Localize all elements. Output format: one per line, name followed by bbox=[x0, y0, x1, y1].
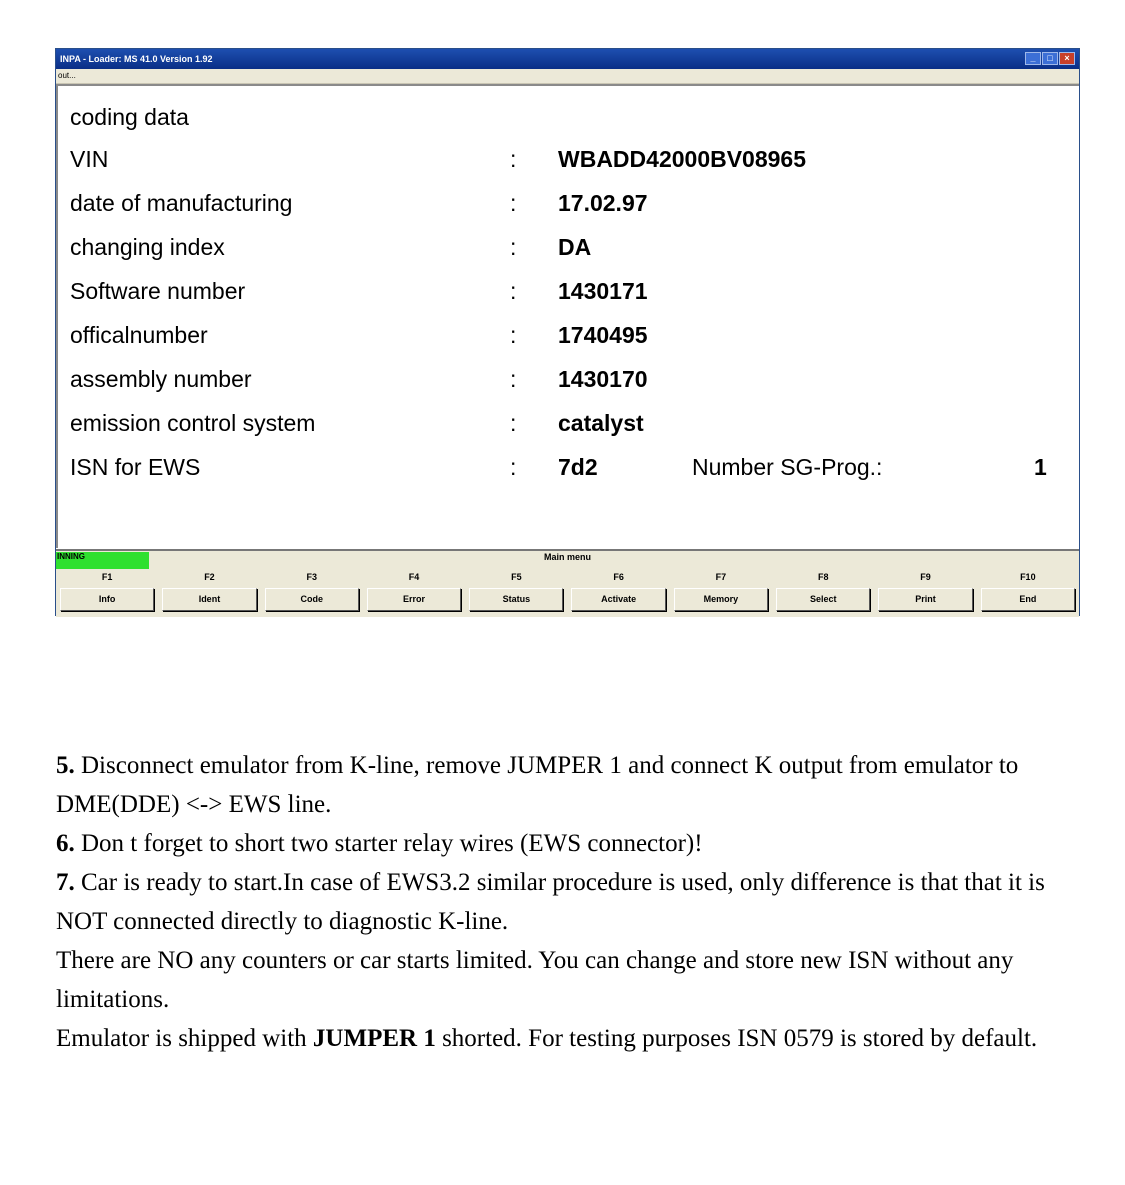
fkey-label: F3 bbox=[306, 572, 317, 582]
fkey-row bbox=[56, 571, 1079, 615]
coding-data-panel bbox=[56, 84, 1079, 548]
menu-item-about[interactable]: out... bbox=[58, 71, 76, 80]
row-colon: : bbox=[510, 366, 517, 392]
row-colon: : bbox=[510, 234, 517, 260]
row-value: 17.02.97 bbox=[558, 190, 648, 216]
row-emission-control-system bbox=[70, 410, 1070, 440]
row-value: catalyst bbox=[558, 410, 644, 436]
row-label: Software number bbox=[70, 278, 246, 304]
shipped-text-a: Emulator is shipped with bbox=[56, 1025, 313, 1052]
step-5 bbox=[56, 746, 1091, 824]
row-value: WBADD42000BV08965 bbox=[558, 146, 807, 172]
fkey-label: F9 bbox=[920, 572, 931, 582]
step-7 bbox=[56, 863, 1091, 941]
select-button[interactable]: Select bbox=[776, 588, 870, 611]
row-label: assembly number bbox=[70, 366, 252, 392]
fkey-label: F4 bbox=[408, 572, 420, 582]
function-key-bar bbox=[56, 549, 1079, 617]
print-button[interactable]: Print bbox=[878, 588, 972, 611]
row-colon: : bbox=[510, 454, 517, 480]
row-isn-for-ews bbox=[70, 454, 1070, 484]
row-value: DA bbox=[558, 234, 592, 260]
title-bar bbox=[56, 49, 1079, 69]
memory-button[interactable]: Memory bbox=[674, 588, 768, 611]
step-number: 5. bbox=[56, 752, 75, 779]
info-button[interactable]: Info bbox=[60, 588, 154, 611]
main-menu-label: Main menu bbox=[543, 552, 591, 562]
fkey-f10 bbox=[977, 571, 1079, 615]
fkey-f3 bbox=[261, 571, 363, 615]
status-indicator: INNING bbox=[56, 552, 149, 569]
fkey-f8 bbox=[772, 571, 874, 615]
fkey-label: F5 bbox=[511, 572, 522, 582]
fkey-label: F1 bbox=[101, 572, 113, 582]
fkey-f5 bbox=[465, 571, 567, 615]
shipped-paragraph bbox=[56, 1019, 1091, 1058]
row-label: officalnumber bbox=[70, 322, 208, 348]
fkey-f7 bbox=[670, 571, 772, 615]
row-label: emission control system bbox=[70, 410, 316, 436]
window-controls bbox=[1025, 52, 1075, 65]
fkey-label: F7 bbox=[715, 572, 727, 582]
row-value: 1430170 bbox=[558, 366, 648, 392]
row-colon: : bbox=[510, 146, 517, 172]
number-sg-prog-label: Number SG-Prog.: bbox=[692, 454, 883, 480]
row-label: changing index bbox=[70, 234, 225, 260]
row-label: VIN bbox=[70, 146, 109, 172]
row-value: 1430171 bbox=[558, 278, 648, 304]
menu-bar bbox=[56, 69, 1079, 84]
counters-paragraph: There are NO any counters or car starts limited. You can change and store new ISN without any limitations. bbox=[56, 947, 1014, 1013]
shipped-text-b: shorted. For testing purposes ISN 0579 is stored by default. bbox=[435, 1025, 1038, 1052]
row-label: ISN for EWS bbox=[70, 454, 201, 480]
fkey-label: F10 bbox=[1020, 572, 1036, 582]
step-number: 6. bbox=[56, 830, 75, 857]
fkey-label: F2 bbox=[204, 572, 215, 582]
row-assembly-number bbox=[70, 366, 1070, 396]
status-button[interactable]: Status bbox=[469, 588, 563, 611]
step-text: Car is ready to start.In case of EWS3.2 similar procedure is used, only difference is that that it is NOT connected directly to diagnostic K-line. bbox=[56, 869, 1045, 935]
maximize-icon[interactable]: □ bbox=[1042, 52, 1058, 65]
row-colon: : bbox=[510, 278, 517, 304]
step-6 bbox=[56, 824, 1091, 863]
row-changing-index bbox=[70, 234, 1070, 264]
fkey-f9 bbox=[874, 571, 976, 615]
instructions-text bbox=[56, 746, 1091, 1058]
close-icon[interactable]: × bbox=[1059, 52, 1075, 65]
fkey-label: F6 bbox=[613, 572, 624, 582]
row-date-of-manufacturing bbox=[70, 190, 1070, 220]
activate-button[interactable]: Activate bbox=[571, 588, 665, 611]
coding-data-heading: coding data bbox=[70, 104, 189, 130]
row-colon: : bbox=[510, 322, 517, 348]
jumper-bold: JUMPER 1 bbox=[312, 1025, 436, 1052]
fkey-f1 bbox=[56, 571, 158, 615]
row-label: date of manufacturing bbox=[70, 190, 293, 216]
error-button[interactable]: Error bbox=[367, 588, 461, 611]
fkey-f6 bbox=[567, 571, 669, 615]
minimize-icon[interactable]: _ bbox=[1025, 52, 1041, 65]
row-colon: : bbox=[510, 410, 517, 436]
window-title: INPA - Loader: MS 41.0 Version 1.92 bbox=[60, 54, 213, 64]
fkey-label: F8 bbox=[817, 572, 829, 582]
ident-button[interactable]: Ident bbox=[162, 588, 256, 611]
row-value: 7d2 bbox=[558, 454, 598, 480]
row-colon: : bbox=[510, 190, 517, 216]
fkey-f2 bbox=[158, 571, 260, 615]
step-number: 7. bbox=[56, 869, 75, 896]
step-text: Disconnect emulator from K-line, remove JUMPER 1 and connect K output from emulator to DME(DDE) <-> EWS line. bbox=[56, 752, 1019, 818]
row-value: 1740495 bbox=[558, 322, 648, 348]
code-button[interactable]: Code bbox=[265, 588, 359, 611]
end-button[interactable]: End bbox=[981, 588, 1075, 611]
fkey-f4 bbox=[363, 571, 465, 615]
row-software-number bbox=[70, 278, 1070, 308]
row-official-number bbox=[70, 322, 1070, 352]
number-sg-prog-value: 1 bbox=[1034, 454, 1047, 480]
step-text: Don t forget to short two starter relay wires (EWS connector)! bbox=[74, 830, 703, 857]
inpa-window bbox=[55, 48, 1080, 616]
row-vin bbox=[70, 146, 1070, 176]
